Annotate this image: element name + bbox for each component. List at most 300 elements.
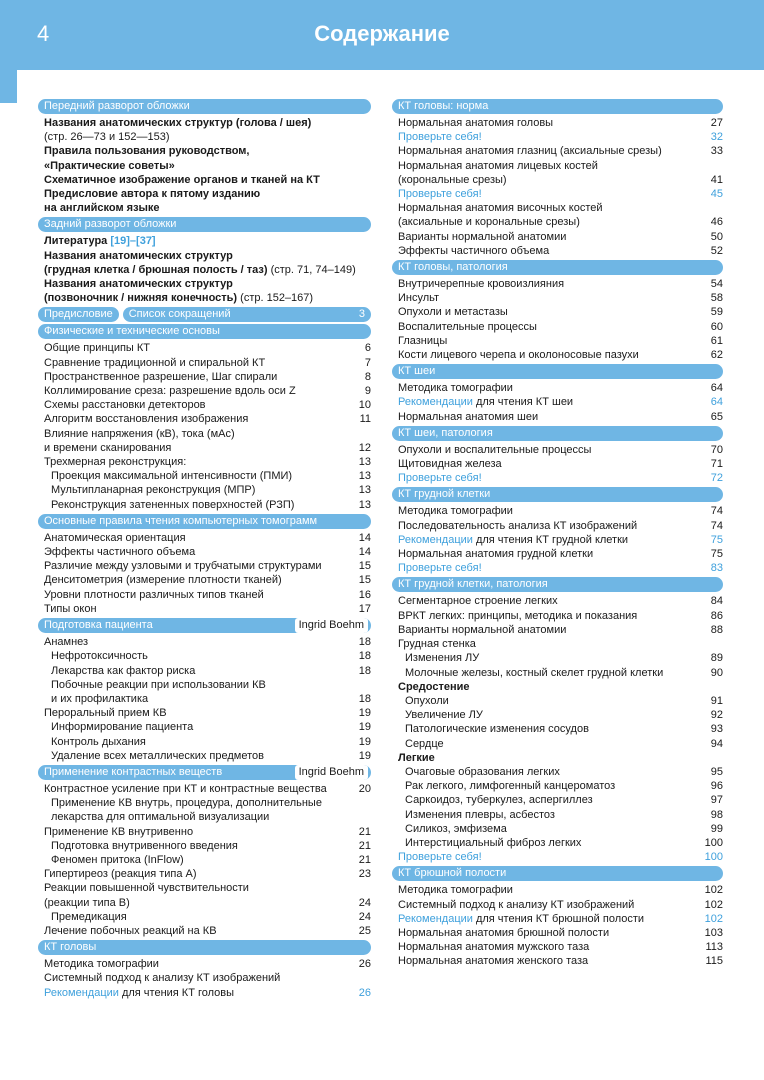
entry-title [405, 822, 507, 836]
entry-title [398, 751, 435, 765]
entry-page-number: 94 [710, 737, 723, 750]
entry-title-text: Методика томографии [398, 505, 513, 518]
toc-entry[interactable] [38, 545, 371, 559]
entry-page-number: 103 [704, 926, 723, 939]
entry-title-text: Проверьте себя! [398, 131, 482, 144]
toc-entry[interactable] [392, 348, 723, 362]
toc-entry[interactable] [38, 896, 371, 910]
toc-entry[interactable] [38, 692, 371, 706]
toc-entry[interactable] [392, 808, 723, 822]
entry-title [398, 305, 508, 319]
entry-title-text: Эффекты частичного объема [44, 546, 196, 559]
toc-entry[interactable] [392, 666, 723, 680]
entry-title-text: Применение КВ внутривенно [44, 825, 194, 838]
toc-entry[interactable] [38, 602, 371, 616]
entry-title-text: Нормальная анатомия женского таза [398, 955, 589, 968]
toc-section [38, 307, 371, 322]
toc-entry[interactable] [392, 926, 723, 940]
entry-title [44, 173, 320, 187]
entry-link-word[interactable]: Рекомендации [398, 396, 473, 409]
toc-entry[interactable] [38, 971, 371, 985]
section-author: Ingrid Boehm [295, 765, 368, 780]
entry-title [398, 519, 637, 533]
entry-title-text: Саркоидоз, туберкулез, аспергиллез [405, 794, 593, 807]
page-title: Содержание [314, 21, 450, 46]
entry-title-text: Опухоли и метастазы [398, 306, 508, 319]
entry-title [44, 531, 186, 545]
entry-page-number: 15 [358, 574, 371, 587]
toc-entry[interactable] [392, 898, 723, 912]
entry-title [398, 244, 549, 258]
entry-title [398, 533, 628, 547]
entry-title [398, 334, 447, 348]
entry-title-text: Подготовка внутривенного введения [51, 839, 238, 852]
toc-entry[interactable] [38, 201, 371, 215]
toc-entry[interactable] [392, 457, 723, 471]
toc-entry[interactable] [392, 609, 723, 623]
toc-entry[interactable] [38, 341, 371, 355]
entry-title-text: Глазницы [398, 334, 448, 347]
toc-entry[interactable] [392, 547, 723, 561]
entry-page-number: 93 [710, 723, 723, 736]
toc-section [38, 217, 371, 305]
entry-title [398, 940, 589, 954]
entry-page-number: 32 [710, 131, 723, 144]
toc-entry[interactable] [392, 519, 723, 533]
entry-page-number [351, 796, 371, 810]
toc-entry[interactable] [392, 159, 723, 173]
entry-title [398, 504, 513, 518]
toc-entry[interactable] [38, 370, 371, 384]
entry-page-number: 71 [710, 458, 723, 471]
section-header[interactable] [392, 99, 723, 114]
toc-entry[interactable] [392, 244, 723, 258]
toc-entry[interactable] [38, 187, 371, 201]
toc-entry[interactable] [38, 469, 371, 483]
toc-entry[interactable] [392, 822, 723, 836]
section-header[interactable] [38, 765, 371, 780]
toc-entry[interactable] [38, 531, 371, 545]
toc-entry[interactable] [38, 678, 371, 692]
entry-page-number: 23 [358, 868, 371, 881]
entry-page-number: 65 [710, 410, 723, 423]
toc-entry[interactable] [38, 825, 371, 839]
entry-title [51, 749, 264, 763]
entry-title [44, 427, 235, 441]
toc-right-column [392, 97, 723, 969]
entry-title [44, 602, 97, 616]
section-title: Физические и технические основы [44, 325, 220, 338]
section-header[interactable] [392, 364, 723, 379]
entry-page-number [351, 116, 371, 130]
section-title: Список сокращений [128, 308, 231, 321]
entry-link-word[interactable]: Рекомендации [398, 912, 473, 925]
entry-title-text: Опухоли и воспалительные процессы [398, 443, 592, 456]
entry-title-text: Анамнез [44, 636, 89, 649]
entry-title [398, 926, 609, 940]
entry-title [398, 348, 639, 362]
entry-title-text: лекарства для оптимальной визуализации [51, 811, 270, 824]
toc-entry[interactable] [392, 765, 723, 779]
toc-section [392, 487, 723, 575]
entry-page-number: 45 [710, 188, 723, 201]
entry-title [51, 720, 193, 734]
toc-section [392, 426, 723, 486]
toc-entry[interactable] [392, 850, 723, 864]
toc-entry[interactable] [38, 957, 371, 971]
section-header[interactable] [38, 99, 371, 114]
entry-page-number: 10 [358, 399, 371, 412]
toc-entry[interactable] [392, 305, 723, 319]
entry-page-number: 6 [364, 342, 371, 355]
entry-page-number [351, 971, 371, 985]
entry-page-number: 21 [358, 825, 371, 838]
section-header[interactable] [392, 426, 723, 441]
entry-title-text: (аксиальные и корональные срезы) [398, 216, 580, 229]
section-header[interactable] [38, 514, 371, 529]
toc-section [38, 514, 371, 616]
section-header[interactable] [38, 217, 371, 232]
entry-page-number: 25 [358, 924, 371, 937]
entry-title-text: Легкие [398, 751, 435, 764]
entry-page-number: 9 [364, 385, 371, 398]
entry-title-text: Предисловие автора к пятому изданию [44, 188, 261, 201]
entry-title [405, 836, 581, 850]
toc-entry[interactable] [392, 230, 723, 244]
toc-entry[interactable] [392, 561, 723, 575]
entry-title [398, 159, 598, 173]
toc-entry[interactable] [38, 427, 371, 441]
entry-title [398, 201, 603, 215]
entry-page-number: 13 [358, 470, 371, 483]
entry-title-text: Гипертиреоз (реакция типа А) [44, 868, 197, 881]
toc-entry[interactable] [38, 441, 371, 455]
section-title: КТ головы: норма [398, 100, 489, 112]
entry-title-text: Очаговые образования легких [405, 765, 560, 778]
toc-left-column [38, 97, 371, 1000]
entry-title-text: Анатомическая ориентация [44, 531, 186, 544]
toc-entry[interactable] [38, 796, 371, 810]
toc-entry[interactable] [38, 130, 371, 144]
entry-title [51, 910, 127, 924]
entry-title-text: Денситометрия (измерение плотности тканей) [44, 574, 282, 587]
entry-title-text: Системный подход к анализу КТ изображений [44, 972, 281, 985]
entry-title [398, 912, 644, 926]
entry-page-number: 24 [358, 910, 371, 923]
entry-title [398, 954, 588, 968]
entry-page-number: 96 [710, 780, 723, 793]
toc-entry[interactable] [38, 853, 371, 867]
entry-page-number: 97 [710, 794, 723, 807]
toc-entry[interactable] [38, 986, 371, 1000]
entry-page-number: 84 [710, 595, 723, 608]
toc-entry[interactable] [392, 737, 723, 751]
entry-title [44, 986, 234, 1000]
entry-title [398, 291, 439, 305]
entry-title-text: Эффекты частичного объема [398, 244, 550, 257]
toc-entry[interactable] [38, 573, 371, 587]
toc-entry[interactable] [38, 116, 371, 130]
entry-title-text: Контрастное усиление при КТ и контрастные вещества [44, 782, 327, 795]
entry-page-number [356, 263, 376, 277]
toc-entry[interactable] [38, 635, 371, 649]
entry-page-number [351, 249, 371, 263]
toc-entry[interactable] [392, 651, 723, 665]
toc-entry[interactable] [392, 793, 723, 807]
toc-entry[interactable] [392, 680, 723, 694]
entry-page-number: 19 [358, 721, 371, 734]
entry-title-text: Средостение [398, 680, 470, 693]
toc-entry[interactable] [38, 749, 371, 763]
entry-title [405, 793, 593, 807]
entry-title-text: Системный подход к анализу КТ изображений [398, 898, 635, 911]
entry-title-text: Проверьте себя! [398, 188, 482, 201]
entry-page-number [703, 680, 723, 694]
entry-page-number: 88 [710, 623, 723, 636]
section-header[interactable] [392, 260, 723, 275]
toc-entry[interactable] [392, 779, 723, 793]
entry-page-number [351, 130, 371, 144]
entry-page-number: 18 [358, 664, 371, 677]
toc-entry[interactable] [392, 751, 723, 765]
toc-entry[interactable] [38, 384, 371, 398]
entry-page-number: 74 [710, 505, 723, 518]
entry-page-number: 20 [358, 782, 371, 795]
toc-entry[interactable] [392, 637, 723, 651]
toc-entry[interactable] [392, 410, 723, 424]
toc-entry[interactable] [38, 483, 371, 497]
entry-title-rest: для чтения КТ головы [118, 986, 235, 999]
entry-title [405, 694, 449, 708]
entry-title-text: Варианты нормальной анатомии [398, 230, 567, 243]
section-header[interactable] [38, 618, 371, 633]
entry-title-text: Алгоритм восстановления изображения [44, 413, 249, 426]
toc-entry[interactable] [38, 881, 371, 895]
entry-page-number [351, 144, 371, 158]
entry-title-text: Побочные реакции при использовании КВ [51, 678, 266, 691]
entry-title-text: Правила пользования руководством, [44, 145, 250, 158]
toc-entry[interactable] [392, 187, 723, 201]
toc-entry[interactable] [38, 735, 371, 749]
toc-entry[interactable] [38, 249, 371, 263]
entry-page-number [351, 187, 371, 201]
toc-entry[interactable] [38, 159, 371, 173]
entry-title-text: Проверьте себя! [398, 562, 482, 575]
entry-title-text: на английском языке [44, 202, 160, 215]
entry-title [398, 547, 593, 561]
entry-title-text: Проверьте себя! [398, 472, 482, 485]
entry-title-text: (позвоночник / нижняя конечность) [44, 292, 238, 305]
toc-entry[interactable] [392, 395, 723, 409]
page-number: 4 [37, 21, 50, 46]
toc-entry[interactable] [392, 277, 723, 291]
entry-link-word[interactable]: Рекомендации [398, 533, 473, 546]
toc-section [38, 940, 371, 1000]
entry-title [398, 850, 482, 864]
toc-entry[interactable] [38, 649, 371, 663]
entry-page-number: 100 [704, 836, 723, 849]
entry-title [51, 678, 266, 692]
toc-entry[interactable] [392, 381, 723, 395]
toc-section [392, 260, 723, 362]
entry-title-text: Воспалительные процессы [398, 320, 537, 333]
entry-link-word[interactable]: Рекомендации [44, 986, 119, 999]
section-header[interactable] [38, 940, 371, 955]
toc-entry[interactable] [392, 116, 723, 130]
entry-page-number: 62 [710, 349, 723, 362]
toc-entry[interactable] [392, 912, 723, 926]
entry-page-number: 19 [358, 749, 371, 762]
toc-entry[interactable] [392, 334, 723, 348]
entry-title [44, 441, 171, 455]
toc-entry[interactable] [392, 533, 723, 547]
entry-title-text: и времени сканирования [44, 441, 172, 454]
entry-title [405, 722, 589, 736]
section-title: КТ грудной клетки, патология [398, 578, 548, 591]
toc-entry[interactable] [392, 722, 723, 736]
toc-entry[interactable] [38, 498, 371, 512]
entry-title-text: Грудная стенка [398, 638, 476, 651]
toc-entry[interactable] [392, 215, 723, 229]
toc-entry[interactable] [392, 504, 723, 518]
entry-title [44, 412, 248, 426]
entry-title-text: и их профилактика [51, 692, 149, 705]
entry-page-number: 90 [710, 666, 723, 679]
entry-title [405, 737, 444, 751]
section-header[interactable] [392, 487, 723, 502]
entry-page-number: 24 [358, 896, 371, 909]
toc-entry[interactable] [392, 883, 723, 897]
section-header-pills [38, 307, 371, 322]
entry-title-text: Методика томографии [398, 884, 513, 897]
toc-entry[interactable] [38, 412, 371, 426]
toc-entry[interactable] [38, 924, 371, 938]
entry-title-text: Литература [44, 235, 111, 248]
section-title: КТ брюшной полости [398, 867, 507, 880]
section-header-abbreviations[interactable] [123, 307, 371, 322]
toc-entry[interactable] [392, 940, 723, 954]
toc-entry[interactable] [392, 201, 723, 215]
toc-entry[interactable] [392, 694, 723, 708]
entry-title [398, 623, 566, 637]
section-title: КТ головы [44, 941, 97, 954]
entry-page-number [703, 201, 723, 215]
section-header[interactable] [38, 324, 371, 339]
toc-entry[interactable] [38, 144, 371, 158]
toc-entry[interactable] [392, 173, 723, 187]
toc-entry[interactable] [38, 720, 371, 734]
section-header-preface[interactable]: Предисловие [38, 307, 119, 322]
entry-title [44, 924, 217, 938]
toc-entry[interactable] [392, 594, 723, 608]
entry-title [51, 469, 292, 483]
section-header[interactable] [392, 866, 723, 881]
entry-page-number: 86 [710, 609, 723, 622]
entry-title [44, 545, 195, 559]
toc-entry[interactable] [38, 356, 371, 370]
toc-entry[interactable] [392, 291, 723, 305]
entry-title [44, 130, 170, 144]
entry-page-number: 7 [364, 356, 371, 369]
entry-title [398, 561, 482, 575]
toc-entry[interactable] [38, 910, 371, 924]
entry-title [398, 898, 634, 912]
toc-entry[interactable] [38, 263, 371, 277]
entry-title-text: Увеличение ЛУ [405, 709, 483, 722]
entry-title-rest: для чтения КТ брюшной полости [472, 912, 645, 925]
toc-entry[interactable] [392, 708, 723, 722]
toc-entry[interactable] [38, 291, 371, 305]
toc-entry[interactable] [392, 144, 723, 158]
toc-entry[interactable] [392, 623, 723, 637]
toc-entry[interactable] [38, 455, 371, 469]
entry-title-text: Уровни плотности различных типов тканей [44, 588, 264, 601]
toc-entry[interactable] [392, 320, 723, 334]
entry-title [398, 410, 538, 424]
entry-title-text: Щитовидная железа [398, 458, 502, 471]
entry-page-number: 33 [710, 145, 723, 158]
toc-entry[interactable] [38, 664, 371, 678]
section-title: КТ шеи, патология [398, 426, 493, 439]
entry-page-number [351, 678, 371, 692]
toc-entry[interactable] [38, 234, 371, 248]
toc-entry[interactable] [38, 173, 371, 187]
entry-page-number [351, 881, 371, 895]
entry-title [44, 971, 280, 985]
entry-title-text: Нормальная анатомия лицевых костей [398, 159, 598, 172]
toc-entry[interactable] [38, 782, 371, 796]
section-header[interactable] [392, 577, 723, 592]
entry-title [51, 839, 238, 853]
section-title: Задний разворот обложки [44, 218, 177, 231]
toc-entry[interactable] [392, 443, 723, 457]
toc-entry[interactable] [38, 839, 371, 853]
entry-title-text: Феномен притока (InFlow) [51, 853, 184, 866]
entry-title [44, 159, 175, 173]
toc-entry[interactable] [38, 810, 371, 824]
entry-title [405, 651, 479, 665]
toc-entry[interactable] [38, 398, 371, 412]
toc-entry[interactable] [38, 706, 371, 720]
toc-entry[interactable] [38, 588, 371, 602]
entry-reference-link[interactable]: [19]–[37] [110, 235, 156, 248]
entry-page-number: 16 [358, 588, 371, 601]
entry-title [51, 498, 294, 512]
entry-title-text: Сердце [405, 737, 444, 750]
entry-title-text: Коллимирование среза: разрешение вдоль оси Z [44, 385, 296, 398]
toc-entry[interactable] [38, 559, 371, 573]
entry-title [44, 573, 282, 587]
entry-title [44, 706, 167, 720]
toc-entry[interactable] [392, 836, 723, 850]
section-title: КТ шеи [398, 365, 436, 378]
toc-entry[interactable] [392, 954, 723, 968]
entry-page-number: 92 [710, 709, 723, 722]
entry-title-text: Мультипланарная реконструкция (МПР) [51, 484, 256, 497]
toc-entry[interactable] [392, 130, 723, 144]
entry-page-number: 11 [359, 413, 371, 426]
entry-title-rest: для чтения КТ грудной клетки [472, 533, 629, 546]
entry-title-text: Патологические изменения сосудов [405, 723, 589, 736]
entry-page-number [703, 751, 723, 765]
toc-section [38, 324, 371, 511]
toc-entry[interactable] [38, 867, 371, 881]
entry-title [398, 395, 573, 409]
toc-entry[interactable] [392, 471, 723, 485]
entry-title [44, 187, 260, 201]
entry-page-number: 12 [358, 441, 371, 454]
toc-entry[interactable] [38, 277, 371, 291]
